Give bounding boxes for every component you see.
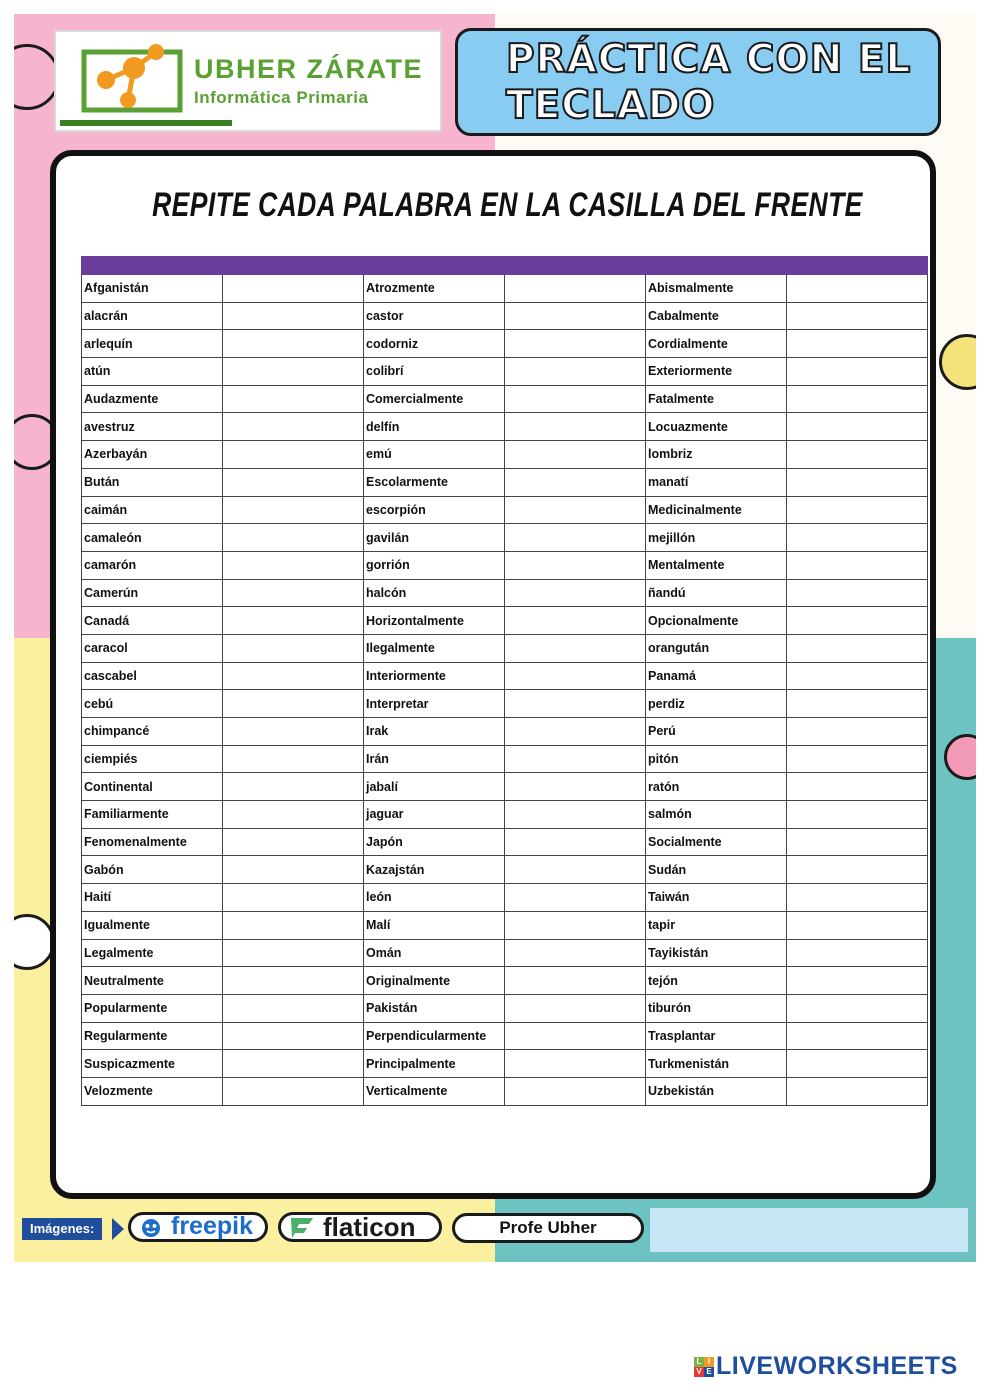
word-cell: Mentalmente xyxy=(646,551,787,579)
answer-input-cell[interactable] xyxy=(505,330,646,358)
word-cell: jabalí xyxy=(364,773,505,801)
answer-input-cell[interactable] xyxy=(223,1050,364,1078)
network-logo-icon xyxy=(76,40,188,118)
answer-input-cell[interactable] xyxy=(223,524,364,552)
table-row xyxy=(82,1050,928,1078)
answer-input-cell[interactable] xyxy=(505,801,646,829)
word-cell: camaleón xyxy=(82,524,223,552)
answer-input-cell[interactable] xyxy=(505,1077,646,1105)
answer-input-cell[interactable] xyxy=(223,551,364,579)
word-cell: tapir xyxy=(646,911,787,939)
word-cell: Haití xyxy=(82,884,223,912)
answer-input-cell[interactable] xyxy=(787,579,928,607)
word-cell: Cabalmente xyxy=(646,302,787,330)
table-row xyxy=(82,939,928,967)
answer-input-cell[interactable] xyxy=(223,718,364,746)
word-cell: Regularmente xyxy=(82,1022,223,1050)
answer-input-cell[interactable] xyxy=(787,524,928,552)
word-cell: Azerbayán xyxy=(82,441,223,469)
word-cell: Abismalmente xyxy=(646,275,787,303)
table-header-cell xyxy=(505,257,646,275)
word-cell: camarón xyxy=(82,551,223,579)
word-cell: Turkmenistán xyxy=(646,1050,787,1078)
answer-input-cell[interactable] xyxy=(223,801,364,829)
answer-input-cell[interactable] xyxy=(505,856,646,884)
table-row xyxy=(82,828,928,856)
answer-input-cell[interactable] xyxy=(223,413,364,441)
word-cell: Interpretar xyxy=(364,690,505,718)
word-cell: cebú xyxy=(82,690,223,718)
word-cell: alacrán xyxy=(82,302,223,330)
word-cell: caracol xyxy=(82,634,223,662)
answer-input-cell[interactable] xyxy=(223,1077,364,1105)
answer-input-cell[interactable] xyxy=(505,884,646,912)
table-row xyxy=(82,662,928,690)
page-title: PRÁCTICA CON EL TECLADO xyxy=(506,37,912,128)
word-cell: chimpancé xyxy=(82,718,223,746)
answer-input-cell[interactable] xyxy=(787,358,928,386)
answer-input-cell[interactable] xyxy=(787,939,928,967)
word-cell: ciempiés xyxy=(82,745,223,773)
word-cell: Camerún xyxy=(82,579,223,607)
answer-input-cell[interactable] xyxy=(223,330,364,358)
word-cell: Escolarmente xyxy=(364,468,505,496)
answer-input-cell[interactable] xyxy=(223,358,364,386)
table-row xyxy=(82,856,928,884)
answer-input-cell[interactable] xyxy=(223,302,364,330)
table-header-cell xyxy=(364,257,505,275)
word-cell: Afganistán xyxy=(82,275,223,303)
word-cell: Irán xyxy=(364,745,505,773)
answer-input-cell[interactable] xyxy=(505,358,646,386)
word-cell: tejón xyxy=(646,967,787,995)
word-cell: cascabel xyxy=(82,662,223,690)
answer-input-cell[interactable] xyxy=(787,801,928,829)
word-cell: jaguar xyxy=(364,801,505,829)
word-cell: Continental xyxy=(82,773,223,801)
word-cell: escorpión xyxy=(364,496,505,524)
answer-input-cell[interactable] xyxy=(787,607,928,635)
word-cell: caimán xyxy=(82,496,223,524)
answer-input-cell[interactable] xyxy=(223,773,364,801)
answer-input-cell[interactable] xyxy=(787,856,928,884)
answer-input-cell[interactable] xyxy=(787,884,928,912)
table-row xyxy=(82,718,928,746)
answer-input-cell[interactable] xyxy=(223,496,364,524)
answer-input-cell[interactable] xyxy=(505,911,646,939)
word-cell: arlequín xyxy=(82,330,223,358)
word-cell: Panamá xyxy=(646,662,787,690)
word-cell: emú xyxy=(364,441,505,469)
table-row xyxy=(82,496,928,524)
table-row xyxy=(82,690,928,718)
answer-input-cell[interactable] xyxy=(223,385,364,413)
word-cell: Fenomenalmente xyxy=(82,828,223,856)
freepik-credit xyxy=(128,1212,268,1242)
answer-input-cell[interactable] xyxy=(505,662,646,690)
word-cell: Tayikistán xyxy=(646,939,787,967)
answer-input-cell[interactable] xyxy=(787,690,928,718)
word-cell: pitón xyxy=(646,745,787,773)
table-row xyxy=(82,884,928,912)
table-row xyxy=(82,745,928,773)
answer-input-cell[interactable] xyxy=(787,468,928,496)
word-cell: codorniz xyxy=(364,330,505,358)
answer-input-cell[interactable] xyxy=(223,1022,364,1050)
answer-input-cell[interactable] xyxy=(223,994,364,1022)
table-row xyxy=(82,634,928,662)
word-cell: Comercialmente xyxy=(364,385,505,413)
table-row xyxy=(82,302,928,330)
answer-input-cell[interactable] xyxy=(505,413,646,441)
word-cell: Sudán xyxy=(646,856,787,884)
word-cell: Cordialmente xyxy=(646,330,787,358)
answer-input-cell[interactable] xyxy=(223,939,364,967)
word-cell: león xyxy=(364,884,505,912)
answer-input-cell[interactable] xyxy=(505,994,646,1022)
answer-input-cell[interactable] xyxy=(223,828,364,856)
word-cell: salmón xyxy=(646,801,787,829)
freepik-label: freepik xyxy=(171,1212,253,1240)
images-credit-label: Imágenes: xyxy=(22,1218,102,1240)
word-cell: Ilegalmente xyxy=(364,634,505,662)
word-table xyxy=(81,256,928,1106)
answer-input-cell[interactable] xyxy=(787,828,928,856)
answer-input-cell[interactable] xyxy=(505,634,646,662)
answer-input-cell[interactable] xyxy=(787,1022,928,1050)
table-row xyxy=(82,994,928,1022)
answer-input-cell[interactable] xyxy=(223,967,364,995)
word-cell: orangután xyxy=(646,634,787,662)
word-cell: gavilán xyxy=(364,524,505,552)
answer-input-cell[interactable] xyxy=(505,939,646,967)
word-cell: halcón xyxy=(364,579,505,607)
word-cell: mejillón xyxy=(646,524,787,552)
brand-name: UBHER ZÁRATE xyxy=(194,54,423,84)
answer-input-cell[interactable] xyxy=(505,468,646,496)
answer-input-cell[interactable] xyxy=(223,634,364,662)
answer-input-cell[interactable] xyxy=(787,302,928,330)
table-row xyxy=(82,441,928,469)
table-row xyxy=(82,773,928,801)
word-cell: Fatalmente xyxy=(646,385,787,413)
table-row xyxy=(82,967,928,995)
table-row xyxy=(82,275,928,303)
table-header-cell xyxy=(787,257,928,275)
answer-input-cell[interactable] xyxy=(223,911,364,939)
answer-input-cell[interactable] xyxy=(787,911,928,939)
word-cell: Exteriormente xyxy=(646,358,787,386)
table-row xyxy=(82,330,928,358)
answer-input-cell[interactable] xyxy=(787,385,928,413)
answer-input-cell[interactable] xyxy=(223,690,364,718)
flaticon-label: flaticon xyxy=(323,1212,416,1242)
answer-input-cell[interactable] xyxy=(505,551,646,579)
author-name: Profe Ubher xyxy=(499,1218,597,1237)
answer-input-cell[interactable] xyxy=(223,662,364,690)
answer-input-cell[interactable] xyxy=(787,551,928,579)
word-cell: Gabón xyxy=(82,856,223,884)
answer-input-cell[interactable] xyxy=(787,773,928,801)
answer-input-cell[interactable] xyxy=(505,828,646,856)
word-cell: Originalmente xyxy=(364,967,505,995)
answer-input-cell[interactable] xyxy=(505,773,646,801)
answer-input-cell[interactable] xyxy=(787,967,928,995)
flaticon-credit xyxy=(278,1212,442,1242)
word-cell: tiburón xyxy=(646,994,787,1022)
word-cell: lombriz xyxy=(646,441,787,469)
answer-input-cell[interactable] xyxy=(505,302,646,330)
word-cell: castor xyxy=(364,302,505,330)
blank-answer-box xyxy=(650,1208,968,1252)
answer-input-cell[interactable] xyxy=(223,579,364,607)
word-cell: avestruz xyxy=(82,413,223,441)
answer-input-cell[interactable] xyxy=(505,385,646,413)
instruction-heading: REPITE CADA PALABRA EN LA CASILLA DEL FRENTE xyxy=(152,186,863,224)
word-cell: Popularmente xyxy=(82,994,223,1022)
answer-input-cell[interactable] xyxy=(787,994,928,1022)
answer-input-cell[interactable] xyxy=(787,1077,928,1105)
table-header-cell xyxy=(646,257,787,275)
word-cell: delfín xyxy=(364,413,505,441)
word-cell: Familiarmente xyxy=(82,801,223,829)
word-cell: Principalmente xyxy=(364,1050,505,1078)
flaticon-logo-icon xyxy=(289,1216,315,1240)
table-header-cell xyxy=(223,257,364,275)
word-cell: Perú xyxy=(646,718,787,746)
word-cell: Trasplantar xyxy=(646,1022,787,1050)
word-cell: Interiormente xyxy=(364,662,505,690)
word-cell: Pakistán xyxy=(364,994,505,1022)
arrow-right-icon xyxy=(112,1218,124,1240)
answer-input-cell[interactable] xyxy=(787,413,928,441)
table-row xyxy=(82,1022,928,1050)
word-cell: Irak xyxy=(364,718,505,746)
word-cell: Igualmente xyxy=(82,911,223,939)
answer-input-cell[interactable] xyxy=(505,524,646,552)
table-row xyxy=(82,413,928,441)
word-cell: Audazmente xyxy=(82,385,223,413)
word-cell: Japón xyxy=(364,828,505,856)
word-cell: Omán xyxy=(364,939,505,967)
answer-input-cell[interactable] xyxy=(505,690,646,718)
answer-input-cell[interactable] xyxy=(505,1050,646,1078)
answer-input-cell[interactable] xyxy=(787,634,928,662)
word-cell: atún xyxy=(82,358,223,386)
answer-input-cell[interactable] xyxy=(787,441,928,469)
word-cell: ñandú xyxy=(646,579,787,607)
answer-input-cell[interactable] xyxy=(787,496,928,524)
answer-input-cell[interactable] xyxy=(787,330,928,358)
word-cell: Malí xyxy=(364,911,505,939)
title-banner xyxy=(455,28,941,136)
answer-input-cell[interactable] xyxy=(223,275,364,303)
answer-input-cell[interactable] xyxy=(223,441,364,469)
word-cell: Canadá xyxy=(82,607,223,635)
word-cell: Neutralmente xyxy=(82,967,223,995)
answer-input-cell[interactable] xyxy=(223,884,364,912)
brand-logo xyxy=(54,30,442,132)
answer-input-cell[interactable] xyxy=(787,275,928,303)
brand-subtitle: Informática Primaria xyxy=(194,88,369,107)
answer-input-cell[interactable] xyxy=(505,718,646,746)
table-row xyxy=(82,358,928,386)
author-badge xyxy=(452,1213,644,1243)
word-cell: Uzbekistán xyxy=(646,1077,787,1105)
answer-input-cell[interactable] xyxy=(223,468,364,496)
table-header-row xyxy=(82,257,928,275)
answer-input-cell[interactable] xyxy=(787,718,928,746)
answer-input-cell[interactable] xyxy=(505,1022,646,1050)
answer-input-cell[interactable] xyxy=(505,441,646,469)
word-cell: Locuazmente xyxy=(646,413,787,441)
word-cell: Taiwán xyxy=(646,884,787,912)
liveworksheets-watermark: LIVEWORKSHEETS xyxy=(716,1352,958,1380)
word-cell: Kazajstán xyxy=(364,856,505,884)
freepik-logo-icon xyxy=(139,1216,163,1238)
table-row xyxy=(82,468,928,496)
word-cell: perdiz xyxy=(646,690,787,718)
answer-input-cell[interactable] xyxy=(223,607,364,635)
word-cell: Socialmente xyxy=(646,828,787,856)
word-cell: Legalmente xyxy=(82,939,223,967)
word-cell: gorrión xyxy=(364,551,505,579)
answer-input-cell[interactable] xyxy=(223,745,364,773)
answer-input-cell[interactable] xyxy=(505,745,646,773)
word-cell: Horizontalmente xyxy=(364,607,505,635)
table-row xyxy=(82,551,928,579)
answer-input-cell[interactable] xyxy=(223,856,364,884)
answer-input-cell[interactable] xyxy=(787,1050,928,1078)
answer-input-cell[interactable] xyxy=(505,275,646,303)
answer-input-cell[interactable] xyxy=(787,662,928,690)
table-row xyxy=(82,524,928,552)
word-cell: ratón xyxy=(646,773,787,801)
word-cell: Perpendicularmente xyxy=(364,1022,505,1050)
word-cell: Bután xyxy=(82,468,223,496)
answer-input-cell[interactable] xyxy=(787,745,928,773)
answer-input-cell[interactable] xyxy=(505,496,646,524)
table-row xyxy=(82,1077,928,1105)
word-cell: Atrozmente xyxy=(364,275,505,303)
word-cell: Velozmente xyxy=(82,1077,223,1105)
word-cell: Verticalmente xyxy=(364,1077,505,1105)
answer-input-cell[interactable] xyxy=(505,967,646,995)
table-row xyxy=(82,579,928,607)
answer-input-cell[interactable] xyxy=(505,607,646,635)
table-row xyxy=(82,801,928,829)
word-cell: Medicinalmente xyxy=(646,496,787,524)
table-row xyxy=(82,607,928,635)
word-cell: Opcionalmente xyxy=(646,607,787,635)
table-row xyxy=(82,911,928,939)
table-row xyxy=(82,385,928,413)
word-cell: Suspicazmente xyxy=(82,1050,223,1078)
table-header-cell xyxy=(82,257,223,275)
word-cell: manatí xyxy=(646,468,787,496)
logo-underline xyxy=(60,120,232,126)
word-cell: colibrí xyxy=(364,358,505,386)
answer-input-cell[interactable] xyxy=(505,579,646,607)
